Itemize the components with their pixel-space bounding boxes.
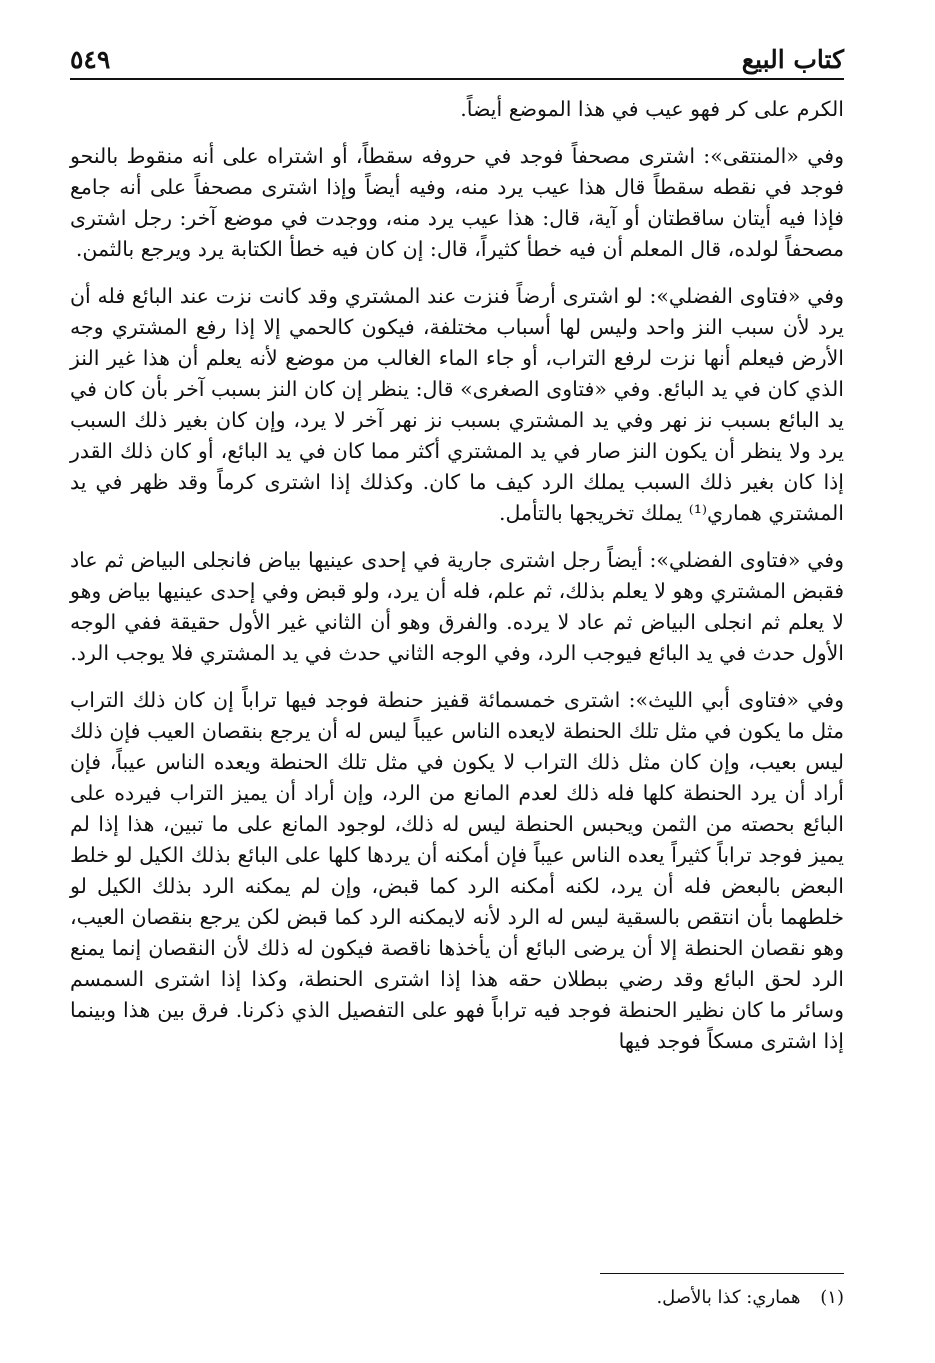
running-title: كتاب البيع — [741, 45, 844, 74]
paragraph: وفي «المنتقى»: اشترى مصحفاً فوجد في حروفه سقطاً، أو اشتراه على أنه منقوط بالنحو فوجد في نقطه سقطاً قال هذا عيب يرد منه، وفيه أيضاً وإذا اشترى مصحفاً على أنه جامع فإذا فيه أيتان ساقطتان أو آية، قال: هذا عيب يرد منه، ووجدت في موضع آخر: رجل اشترى مصحفاً لولده، قال المعلم أن فيه خطأ كثيراً، قال: إن كان فيه خطأ الكتابة يرد ويرجع بالثمن. — [70, 144, 844, 261]
footnote-divider — [600, 1273, 844, 1274]
footnote-number: (١) — [820, 1287, 844, 1308]
footnote-text: هماري: كذا بالأصل. — [656, 1287, 801, 1308]
page-header — [70, 30, 844, 74]
paragraph: وفي «فتاوى الفضلي»: لو اشترى أرضاً فنزت عند المشتري وقد كانت نزت عند البائع فله أن يرد لأن سبب النز واحد وليس لها أسباب مختلفة، فيكون كالحمي إلا إذا رفع المشتري وجه الأرض فيعلم أنها نزت لرفع التراب، أو جاء الماء الغالب من موضع لأنه يعلم أن هذا غير النز الذي كان في يد البائع. وفي «فتاوى الصغرى» قال: ينظر إن كان النز بسبب آخر بأن كان في يد البائع بسبب نز نهر وفي يد المشتري بسبب نز نهر آخر لا يرد، وإن كان بغير ذلك السبب يرد ولا ينظر أن يكون النز صار في يد المشتري أكثر مما كان في يد البائع، أو كان ذلك القدر إذا كان بغير ذلك السبب يملك الرد كيف ما كان. وكذلك إذا اشترى كرماً وقد ظهر في يد المشتري هماري⁽¹⁾ يملك تخريجها بالتأمل. — [70, 284, 844, 525]
paragraph: الكرم على كر فهو عيب في هذا الموضع أيضاً. — [460, 97, 844, 121]
paragraph: وفي «فتاوى أبي الليث»: اشترى خمسمائة قفيز حنطة فوجد فيها تراباً إن كان ذلك التراب مثل ما يكون في مثل تلك الحنطة لايعده الناس عيباً ليس له أن يرجع بنقصان العيب فإن ذلك ليس بعيب، وإن كان مثل ذلك التراب لا يكون في مثل تلك الحنطة ويعده الناس عيباً، فإن أراد أن يرد الحنطة كلها فله ذلك لعدم المانع من الرد، وإن أراد أن يميز التراب فيرده على البائع بحصته من الثمن ويحبس الحنطة ليس له ذلك، لوجود المانع على ما تبين، هذا إذا لم يميز فوجد تراباً كثيراً يعده الناس عيباً فإن أمكنه أن يردها كلها على البائع بذلك الكيل لو خلط البعض بالبعض فله أن يرد، لكنه أمكنه الرد كما قبض، وإن لم يمكنه الرد بذلك الكيل لو خلطهما بأن انتقص بالسقية ليس له الرد لأنه لايمكنه الرد كما قبض لكن يرجع بنقصان العيب، وهو نقصان الحنطة إلا أن يرضى البائع أن يأخذها ناقصة فيكون له ذلك لأن النقصان إنما يمنع الرد لحق البائع وقد رضي ببطلان حقه هذا إذا اشترى الحنطة، وكذا إذا اشترى السمسم وسائر ما كان نظير الحنطة فوجد فيه تراباً فهو على التفصيل الذي ذكرنا. فرق بين هذا وبينما إذا اشترى مسكاً فوجد فيها — [70, 688, 844, 1053]
main-text — [70, 94, 844, 1061]
page-number: ٥٤٩ — [70, 45, 111, 74]
footnote — [244, 1284, 844, 1312]
paragraph: وفي «فتاوى الفضلي»: أيضاً رجل اشترى جارية في إحدى عينيها بياض فانجلى البياض ثم عاد فقبض المشتري وهو لا يعلم بذلك، ثم علم، فله أن يرد، ولو قبض وفي إحدى عينيها بياض وهو لا يعلم ثم انجلى البياض ثم عاد لا يرده. والفرق وهو أن الثاني غير الأول حقيقة ففي الوجه الأول حدث في يد البائع فيوجب الرد، وفي الوجه الثاني حدث في يد المشتري فلا يوجب الرد. — [70, 548, 844, 665]
header-divider — [70, 78, 844, 80]
